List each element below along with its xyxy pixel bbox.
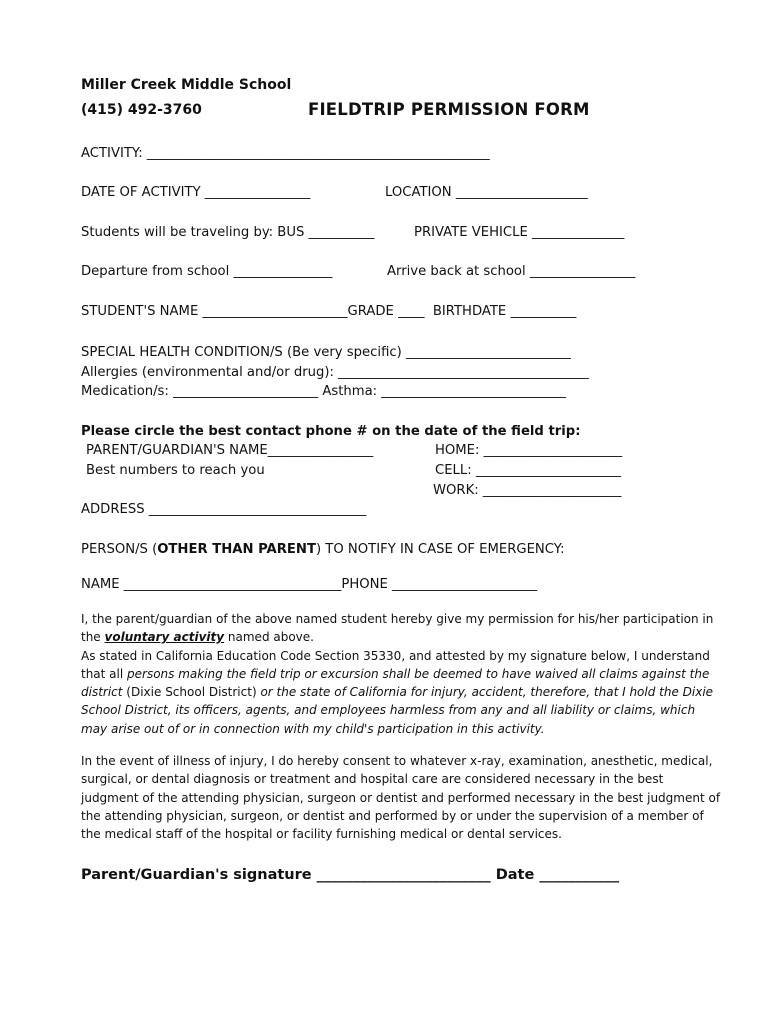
date-of-activity-field[interactable]: DATE OF ACTIVITY ________________ (81, 185, 311, 200)
arrive-back-field[interactable]: Arrive back at school ________________ (387, 264, 636, 279)
cell-phone-field[interactable]: CELL: ______________________ (435, 463, 621, 478)
school-name: Miller Creek Middle School (81, 77, 292, 93)
location-field[interactable]: LOCATION ____________________ (385, 185, 588, 200)
p2-plain2: (Dixie School District) (122, 685, 261, 700)
activity-field[interactable]: ACTIVITY: ____________________________________________________ (81, 146, 490, 161)
form-title: FIELDTRIP PERMISSION FORM (308, 100, 590, 119)
emergency-heading (81, 543, 565, 556)
p1-before: I, the parent/guardian of the above named student hereby give my permission for his/her participation in the (81, 612, 714, 645)
best-numbers-label: Best numbers to reach you (86, 463, 265, 478)
private-vehicle-field[interactable]: PRIVATE VEHICLE ______________ (414, 225, 625, 240)
p2-italic2: or the state of California for injury, accident, therefore, that I hold the Dixie School District, its officers, agents, and employees harmless from any and all liability or claims, which may arise out of or in connection with my child's participation in this activity. (81, 685, 714, 736)
emergency-bold: OTHER THAN PARENT (157, 542, 316, 557)
p2-italic1: persons making the field trip or excursion shall be deemed to have waived all claims against the district (81, 666, 710, 700)
p3: In the event of illness of injury, I do hereby consent to whatever x-ray, examination, anesthetic, medical, surgical, or dental diagnosis or treatment and hospital care are considered necessary in the best judgment of the attending physician, surgeon or dentist and performed necessary in the best judgment of the attending physician, surgeon, or dentist and performed by or under the supervision of a member of the medical staff of the hospital or facility furnishing medical or dental services. (81, 754, 721, 842)
address-field[interactable]: ADDRESS _________________________________ (81, 502, 367, 517)
p2-plain1: As stated in California Education Code Section 35330, and attested by my signature below, I understand that all (81, 648, 710, 681)
emergency-suffix: ) TO NOTIFY IN CASE OF EMERGENCY: (315, 542, 565, 557)
parent-name-field[interactable]: PARENT/GUARDIAN'S NAME________________ (86, 443, 374, 458)
special-health-field[interactable]: SPECIAL HEALTH CONDITION/S (Be very specific) _________________________ (81, 345, 571, 360)
signature-line[interactable]: Parent/Guardian's signature ________________________ Date ___________ (81, 867, 620, 883)
emergency-name-phone-field[interactable]: NAME _________________________________PHONE ______________________ (81, 577, 538, 592)
allergies-field[interactable]: Allergies (environmental and/or drug): ______________________________________ (81, 365, 589, 380)
consent-paragraph-medical (81, 752, 721, 843)
p1-after: named above. (224, 630, 314, 645)
home-phone-field[interactable]: HOME: _____________________ (435, 443, 623, 458)
medication-field[interactable]: Medication/s: ______________________ Asthma: ____________________________ (81, 384, 566, 399)
consent-paragraph-1 (81, 610, 721, 738)
voluntary-activity: voluntary activity (104, 630, 225, 645)
emergency-prefix: PERSON/S ( (81, 542, 158, 557)
school-phone: (415) 492-3760 (81, 102, 202, 118)
contact-instruction: Please circle the best contact phone # on the date of the field trip: (81, 424, 581, 439)
work-phone-field[interactable]: WORK: _____________________ (433, 483, 622, 498)
student-name-field[interactable]: STUDENT'S NAME ______________________GRADE ____ BIRTHDATE __________ (81, 304, 577, 319)
departure-field[interactable]: Departure from school _______________ (81, 264, 333, 279)
traveling-bus-field[interactable]: Students will be traveling by: BUS __________ (81, 225, 375, 240)
